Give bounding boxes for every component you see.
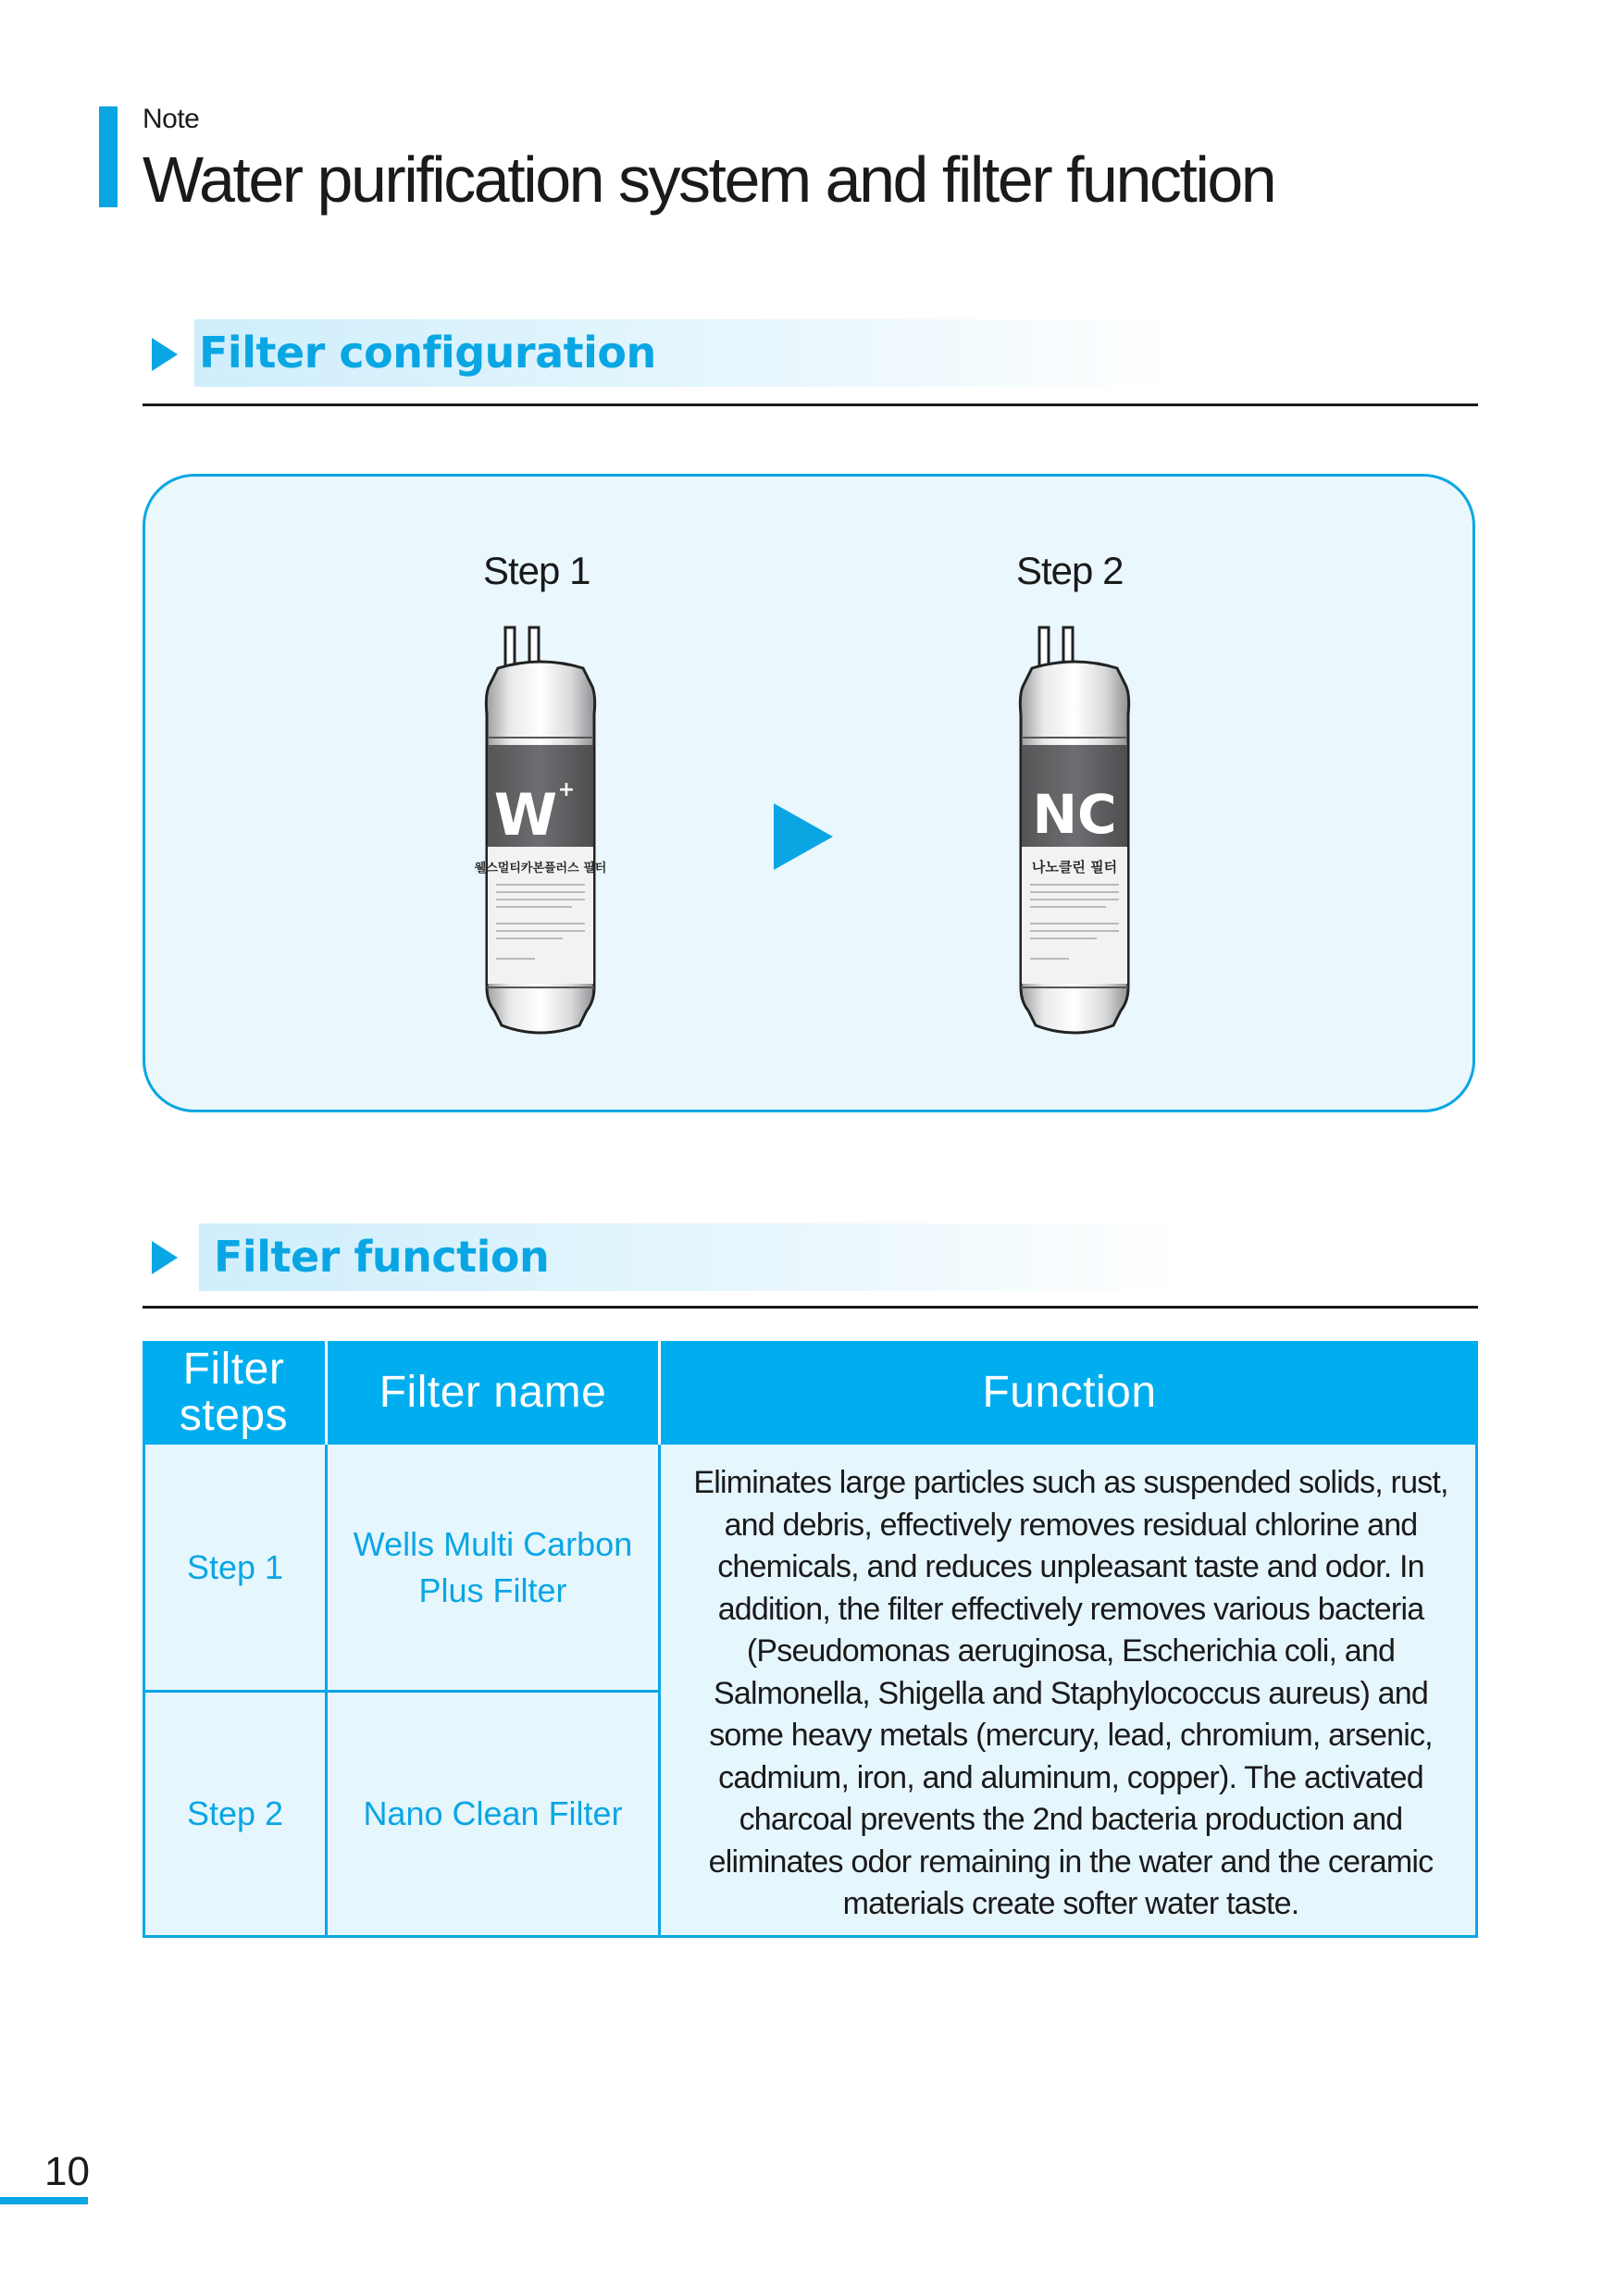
header-function: Function (982, 1368, 1157, 1417)
page-number-bar (0, 2197, 88, 2204)
header-separator (325, 1341, 328, 1445)
filter-configuration-panel (143, 474, 1475, 1112)
step2-label: Step 2 (1016, 549, 1124, 592)
section-arrow-icon (152, 338, 178, 371)
flow-arrow-icon (774, 803, 833, 870)
filter2-korean-name: 나노클린 필터 (1031, 859, 1118, 875)
section-arrow-icon (152, 1241, 178, 1274)
filter1-badge-sup: + (557, 778, 576, 801)
note-label: Note (143, 104, 200, 134)
title-accent-bar (99, 106, 118, 207)
filter1-badge: W (493, 781, 558, 849)
filter2-badge: NC (1032, 783, 1117, 846)
filter-cartridge-step1 (470, 622, 611, 1038)
section-heading-configuration: Filter configuration (199, 328, 656, 378)
table-row-step1-name: Wells Multi Carbon Plus Filter (353, 1524, 633, 1609)
filter1-korean-name: 웰스멀티카본플러스 필터 (474, 862, 607, 875)
header-filter-name: Filter name (379, 1368, 607, 1417)
section-divider (143, 1306, 1478, 1309)
section-heading-function: Filter function (214, 1232, 550, 1282)
page-title: Water purification system and filter function (143, 143, 1275, 216)
header-filter-steps: Filter steps (179, 1345, 289, 1440)
header-separator (658, 1341, 661, 1445)
table-header-row (143, 1341, 1478, 1445)
filter-cartridge-step2 (1004, 622, 1145, 1038)
table-row-step2-name: Nano Clean Filter (363, 1794, 623, 1832)
step1-label: Step 1 (483, 549, 590, 592)
table-row-step1-step: Step 1 (186, 1547, 284, 1586)
table-row-step2-step: Step 2 (186, 1794, 284, 1832)
page-number: 10 (44, 2149, 90, 2194)
section-divider (143, 403, 1478, 406)
function-description: Eliminates large particles such as suspended solids, rust, and debris, effectively removes residual chlorine and chemicals, and reduces unpleasant taste and odor. In addition, the filter effectively removes various bacteria (Pseudomonas aeruginosa, Escherichia coli, and Salmonella, Shigella and Staphylococcus aureus) and some heavy metals (mercury, lead, chromium, arsenic, cadmium, iron, and aluminum, copper). The activated charcoal prevents the 2nd bacteria production and eliminates odor remaining in the water and the ceramic materials create softer water taste. (693, 1465, 1448, 1921)
